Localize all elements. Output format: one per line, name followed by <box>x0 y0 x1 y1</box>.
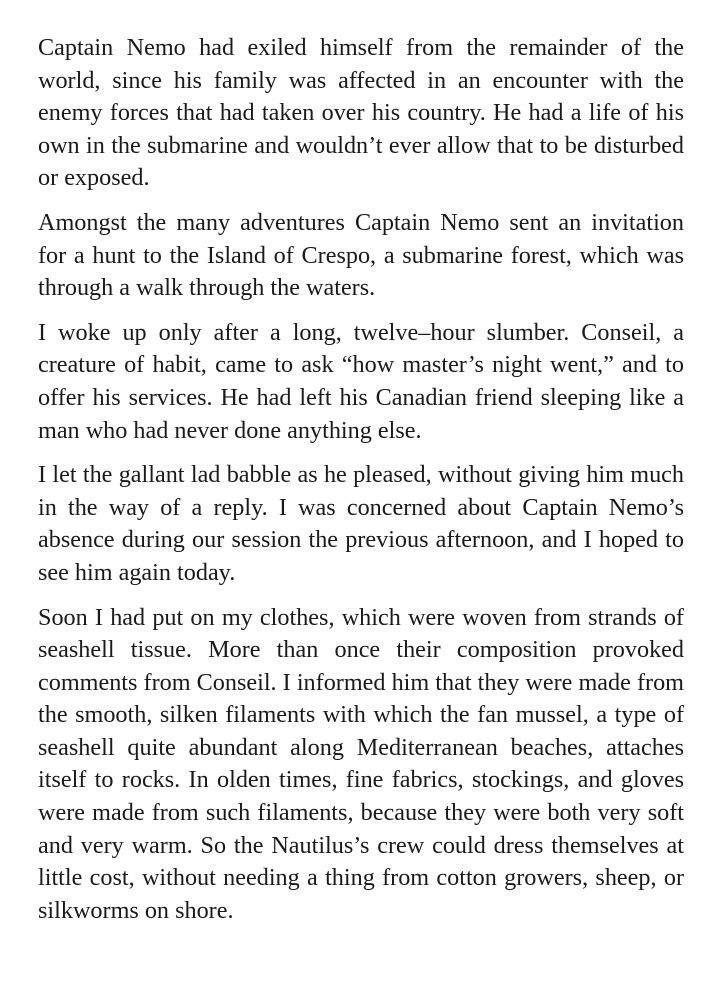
document-page <box>38 32 684 939</box>
paragraph-1: Captain Nemo had exiled himself from the remainder of the world, since his family was affected in an encounter with the enemy forces that had taken over his country. He had a life of his own in the submarine and wouldn’t ever allow that to be disturbed or exposed. <box>38 34 684 192</box>
paragraph-2: Amongst the many adventures Captain Nemo sent an invitation for a hunt to the Island of Crespo, a submarine forest, which was through a walk through the waters. <box>38 208 684 302</box>
paragraph-5: Soon I had put on my clothes, which were woven from strands of seashell tissue. More than once their composition provoked comments from Conseil. I informed him that they were made from the smooth, silken filaments with which the fan mussel, a type of seashell quite abundant along Mediterranean beaches, attaches itself to rocks. In olden times, fine fabrics, stockings, and gloves were made from such filaments, because they were both very soft and very warm. So the Nautilus’s crew could dress themselves at little cost, without needing a thing from cotton growers, sheep, or silkworms on shore. <box>38 603 684 924</box>
paragraph-3: I woke up only after a long, twelve–hour slumber. Conseil, a creature of habit, came to ask “how master’s night went,” and to offer his services. He had left his Canadian friend sleeping like a man who had never done anything else. <box>38 318 684 444</box>
paragraph-4: I let the gallant lad babble as he pleased, without giving him much in the way of a reply. I was concerned about Captain Nemo’s absence during our session the previous afternoon, and I hoped to see him again today. <box>38 461 684 586</box>
